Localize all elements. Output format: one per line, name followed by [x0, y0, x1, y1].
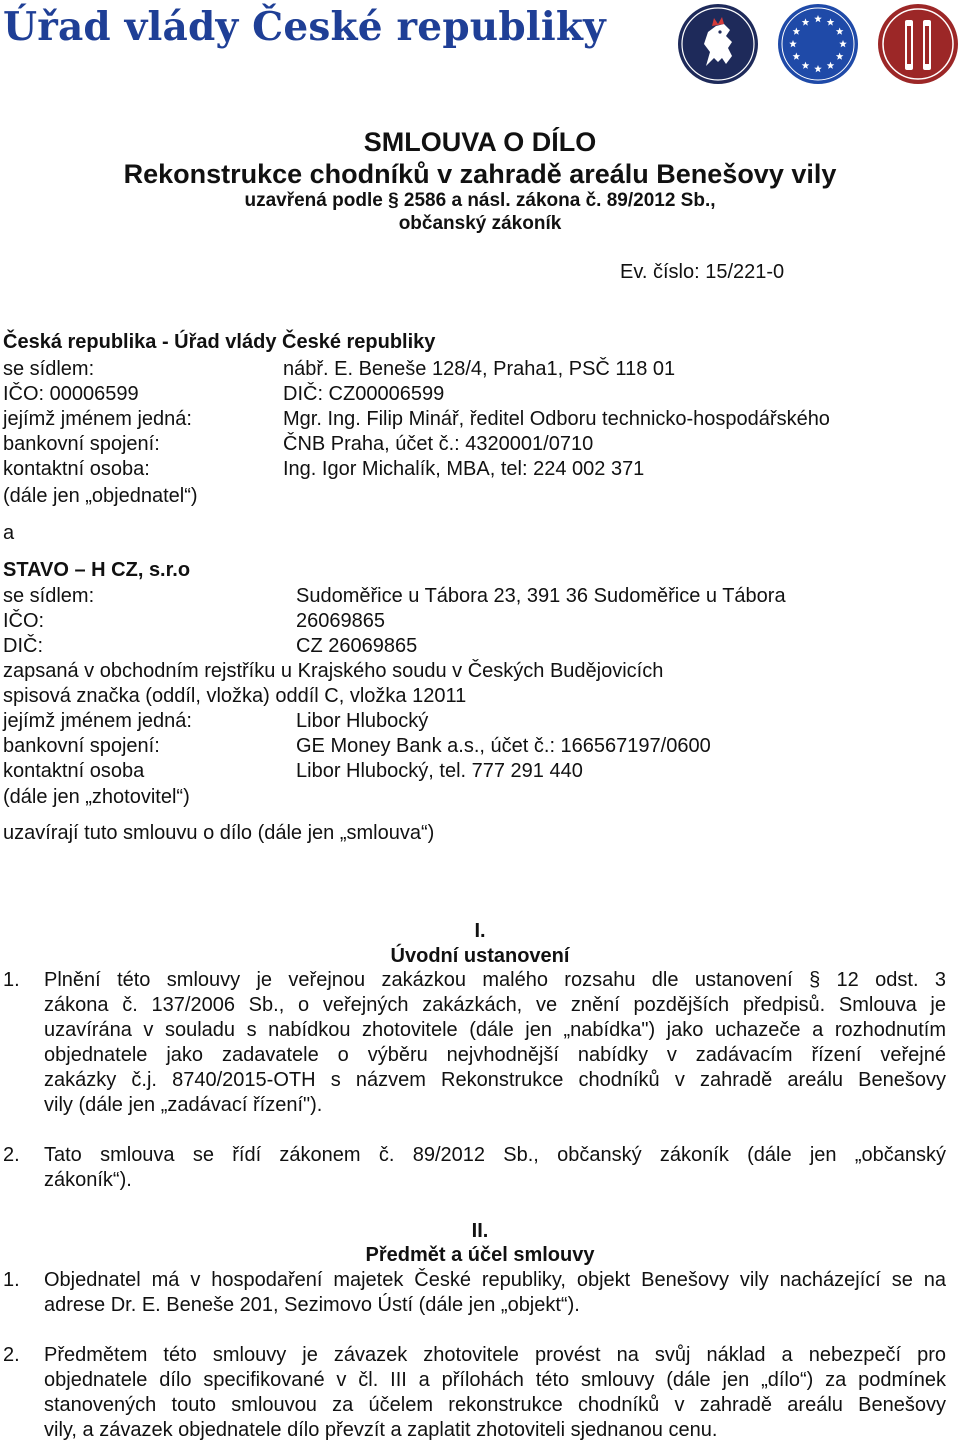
- section-1-item-2-number: 2.: [3, 1144, 20, 1166]
- paragraph-line: objednatele dílo specifikované v čl. III a přílohách této smlouvy (dále jen „dílo“) za podmínek: [44, 1369, 946, 1391]
- contractor-bank-label: bankovní spojení:: [3, 735, 160, 757]
- paragraph-line: zákoník“).: [44, 1169, 132, 1191]
- client-seat-label: se sídlem:: [3, 358, 95, 380]
- contractor-name: STAVO – H CZ, s.r.o: [3, 559, 191, 581]
- section-1-item-1-text: [44, 968, 946, 1118]
- doc-subject: Rekonstrukce chodníků v zahradě areálu Benešovy vily: [123, 159, 837, 189]
- section-2-item-2-number: 2.: [3, 1344, 20, 1366]
- contractor-registry: zapsaná v obchodním rejstříku u Krajského soudu v Českých Budějovicích: [3, 660, 664, 682]
- contractor-dic-label: DIČ:: [3, 635, 43, 657]
- section-1-title: Úvodní ustanovení: [390, 945, 570, 967]
- section-2-item-1-text: [44, 1268, 946, 1318]
- contractor-contact-label: kontaktní osoba: [3, 760, 145, 782]
- client-contact-value: Ing. Igor Michalík, MBA, tel: 224 002 371: [283, 458, 645, 480]
- client-rep-label: jejímž jménem jedná:: [3, 408, 192, 430]
- evidence-number: Ev. číslo: 15/221-0: [620, 261, 785, 283]
- client-contact-label: kontaktní osoba:: [3, 458, 150, 480]
- client-alias: (dále jen „objednatel“): [3, 485, 198, 507]
- contractor-rep-value: Libor Hlubocký: [296, 710, 429, 732]
- client-dic: DIČ: CZ00006599: [283, 383, 445, 405]
- doc-legal-basis-cont: občanský zákoník: [398, 213, 562, 234]
- doc-title: SMLOUVA O DÍLO: [363, 127, 597, 157]
- paragraph-line: Tato smlouva se řídí zákonem č. 89/2012 Sb., občanský zákoník (dále jen „občanský: [44, 1144, 946, 1166]
- paragraph-line: objednatele jako zadavatele o výběru nejvhodnější nabídky v zadávacím řízení veřejné: [44, 1044, 946, 1066]
- section-1-item-1-number: 1.: [3, 969, 20, 991]
- section-2-title: Předmět a účel smlouvy: [365, 1244, 595, 1266]
- czech-lion-emblem-icon: [676, 2, 760, 86]
- paragraph-line: adrese Dr. E. Beneše 201, Sezimovo Ústí (dále jen „objekt“).: [44, 1294, 580, 1316]
- logo-group: [672, 2, 960, 86]
- paragraph-line: Objednatel má v hospodaření majetek České republiky, objekt Benešovy vily nacházející se na: [44, 1269, 946, 1291]
- doc-legal-basis: uzavřená podle § 2586 a násl. zákona č. 89/2012 Sb.,: [244, 190, 716, 211]
- client-bank-value: ČNB Praha, účet č.: 4320001/0710: [283, 433, 594, 455]
- contractor-dic-value: CZ 26069865: [296, 635, 418, 657]
- contractor-file-number: spisová značka (oddíl, vložka) oddíl C, vložka 12011: [3, 685, 467, 707]
- section-2-item-2-text: [44, 1343, 946, 1443]
- paragraph-line: zakázky č.j. 8740/2015-OTH s názvem Rekonstrukce chodníků v zahradě areálu Benešovy: [44, 1069, 946, 1091]
- client-bank-label: bankovní spojení:: [3, 433, 160, 455]
- paragraph-line: vily (dále jen „zadávací řízení").: [44, 1094, 323, 1116]
- contractor-rep-label: jejímž jménem jedná:: [3, 710, 192, 732]
- paragraph-line: zákona č. 137/2006 Sb., o veřejných zakázkách, ve znění pozdějších předpisů. Smlouva je: [44, 994, 946, 1016]
- contractor-seat-value: Sudoměřice u Tábora 23, 391 36 Sudoměřice u Tábora: [296, 585, 786, 607]
- and-conjunction: a: [3, 522, 15, 544]
- section-1-item-2-text: [44, 1143, 946, 1193]
- office-title: Úřad vlády České republiky: [3, 4, 606, 50]
- section-2-number: II.: [471, 1220, 489, 1242]
- contractor-alias: (dále jen „zhotovitel“): [3, 786, 190, 808]
- section-2-item-1-number: 1.: [3, 1269, 20, 1291]
- paragraph-line: Plnění této smlouvy je veřejnou zakázkou malého rozsahu dle ustanovení § 12 odst. 3: [44, 969, 946, 991]
- closing-line: uzavírají tuto smlouvu o dílo (dále jen „smlouva“): [3, 822, 435, 844]
- paragraph-line: uzavírána v souladu s nabídkou zhotovitele (dále jen „nabídka") jako uchazeče a rozhodnutím: [44, 1019, 946, 1041]
- paragraph-line: stanovených touto smlouvou za účelem rekonstrukce chodníků v zahradě areálu Benešovy: [44, 1394, 946, 1416]
- client-seat-value: nábř. E. Beneše 128/4, Praha1, PSČ 118 01: [283, 358, 676, 380]
- red-pillars-emblem-icon: [876, 2, 960, 86]
- contractor-contact-value: Libor Hlubocký, tel. 777 291 440: [296, 760, 583, 782]
- contractor-ico-label: IČO:: [3, 610, 45, 632]
- contractor-ico-value: 26069865: [296, 610, 385, 632]
- client-name: Česká republika - Úřad vlády České republiky: [3, 331, 436, 353]
- eu-stars-emblem-icon: [776, 2, 860, 86]
- client-ico: IČO: 00006599: [3, 383, 139, 405]
- paragraph-line: vily, a závazek objednatele dílo převzít a zaplatit zhotoviteli sjednanou cenu.: [44, 1419, 718, 1441]
- contractor-bank-value: GE Money Bank a.s., účet č.: 166567197/0600: [296, 735, 711, 757]
- section-1-number: I.: [474, 920, 486, 942]
- contractor-seat-label: se sídlem:: [3, 585, 95, 607]
- paragraph-line: Předmětem této smlouvy je závazek zhotovitele provést na svůj náklad a nebezpečí pro: [44, 1344, 946, 1366]
- client-rep-value: Mgr. Ing. Filip Minář, ředitel Odboru technicko-hospodářského: [283, 408, 830, 430]
